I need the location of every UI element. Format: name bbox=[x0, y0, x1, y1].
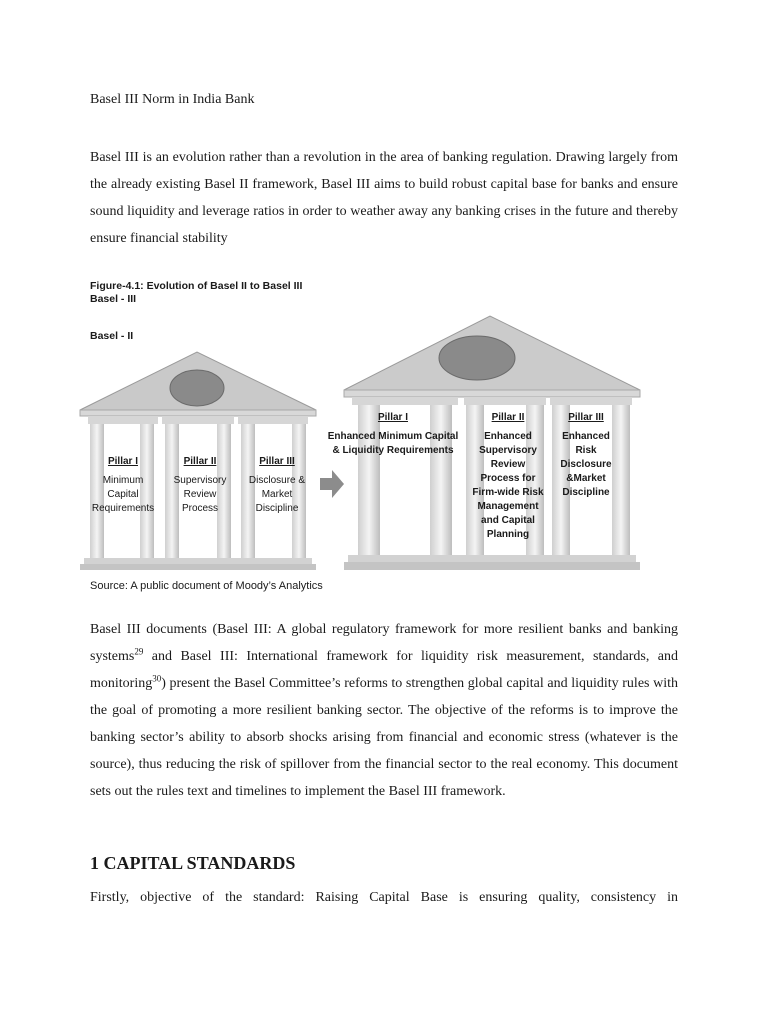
basel3-pillar-1-heading: Pillar I bbox=[377, 412, 408, 423]
figure-source: Source: A public document of Moody’s Analytics bbox=[90, 580, 323, 592]
basel2-pillar-3-heading: Pillar III bbox=[259, 456, 295, 467]
basel2-label: Basel - II bbox=[90, 330, 134, 342]
section-text: Firstly, objective of the standard: Raising Capital Base is ensuring quality, consistency in bbox=[90, 890, 678, 905]
para2-part3: ) present the Basel Committee’s reforms to strengthen global capital and liquidity rules with the goal of promoting a more resilient banking sector. The objective of the reforms is to improve the banking sector’s ability to absorb shocks arising from financial and economic stress (whatever is the source), thus reducing the risk of spillover from the financial sector to the real economy. This document sets out the rules text and timelines to implement the Basel III framework. bbox=[90, 676, 678, 799]
section-heading: 1 CAPITAL STANDARDS bbox=[90, 853, 296, 873]
intro-paragraph bbox=[90, 144, 678, 252]
para2-part1: Basel III documents (Basel III: A global regulatory framework for more resilient banks and banking systems bbox=[90, 622, 678, 664]
evolution-arrow bbox=[320, 470, 344, 498]
basel2-pillar-1 bbox=[88, 455, 158, 516]
basel3-pillar-2-body: Enhanced Supervisory Review Process for Firm-wide Risk Management and Capital Planning bbox=[472, 431, 544, 540]
basel3-pillar-3-body: Enhanced Risk Disclosure &Market Discipline bbox=[560, 431, 612, 498]
basel2-pillar-1-heading: Pillar I bbox=[107, 456, 138, 467]
basel2-pillar-2-heading: Pillar II bbox=[183, 456, 217, 467]
intro-text: Basel III is an evolution rather than a revolution in the area of banking regulation. Drawing largely from the already existing Basel II framework, Basel III aims to build robust capital base for banks and ensure sound liquidity and leverage ratios in order to weather away any banking crises in the future and thereby ensure financial stability bbox=[90, 150, 678, 246]
basel3-documents-text bbox=[90, 616, 678, 805]
basel3-pillar-2 bbox=[470, 411, 546, 542]
basel3-documents-paragraph bbox=[90, 616, 678, 805]
basel3-pillar-1 bbox=[326, 411, 460, 458]
basel2-pillar-3 bbox=[244, 455, 310, 516]
basel3-label: Basel - III bbox=[90, 293, 137, 305]
basel3-pillar-2-heading: Pillar II bbox=[491, 412, 525, 423]
basel2-pillar-2-body: Supervisory Review Process bbox=[173, 475, 227, 514]
basel3-pillar-3-heading: Pillar III bbox=[568, 412, 604, 423]
basel2-pillar-3-body: Disclosure & Market Discipline bbox=[248, 475, 306, 514]
footnote-ref-30[interactable]: 30 bbox=[152, 673, 162, 684]
basel3-pillar-3 bbox=[556, 411, 616, 500]
footnote-ref-29[interactable]: 29 bbox=[134, 646, 144, 657]
basel2-pillar-2 bbox=[166, 455, 234, 516]
document-title: Basel III Norm in India Bank bbox=[90, 92, 255, 107]
para2-part2: and Basel III: International framework for liquidity risk measurement, standards, and monitoring bbox=[90, 649, 678, 691]
basel2-pillar-1-body: Minimum Capital Requirements bbox=[91, 475, 155, 514]
basel3-pillar-1-body: Enhanced Minimum Capital & Liquidity Requirements bbox=[327, 431, 459, 456]
figure-title: Figure-4.1: Evolution of Basel II to Basel III bbox=[90, 280, 303, 292]
